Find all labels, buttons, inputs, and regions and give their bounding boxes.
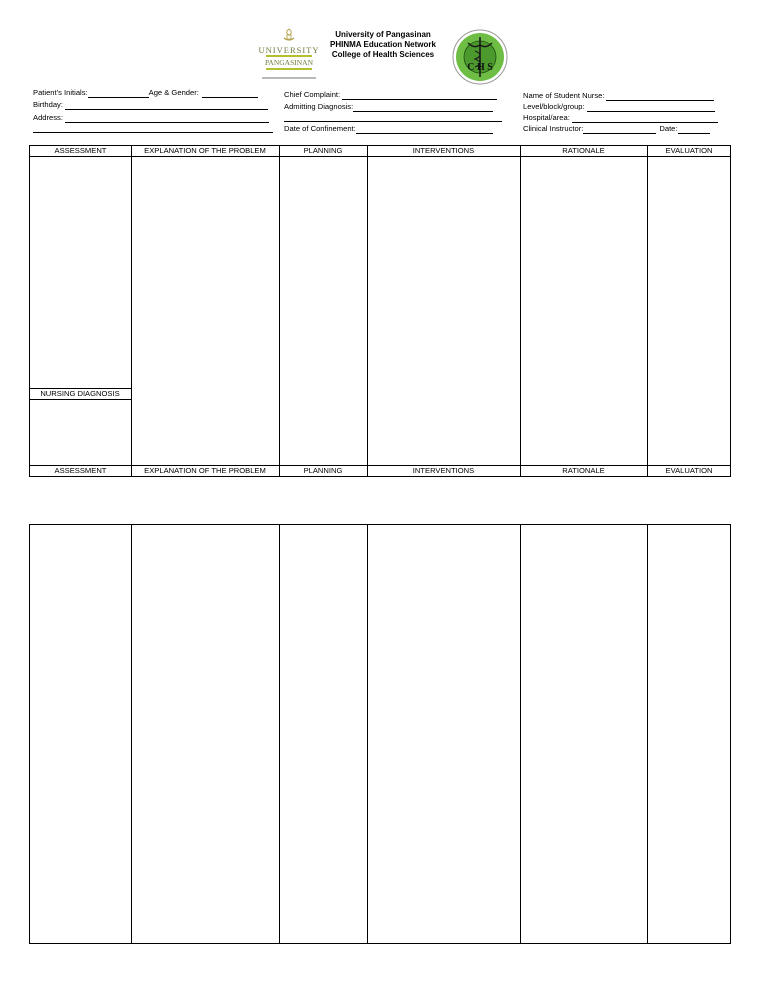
hospital-area-field[interactable] [523,112,718,123]
network-name: PHINMA Education Network [330,40,436,49]
birthday-field[interactable] [33,99,268,110]
logo-bar [266,55,312,57]
ncp-table-2 [29,524,731,944]
caduceus-seal-icon [452,29,508,85]
college-name: College of Health Sciences [331,50,435,59]
address-line-2[interactable] [33,131,273,133]
university-logo [256,28,322,84]
student-nurse-label: Name of Student Nurse: [523,91,605,100]
date-of-confinement-field[interactable] [284,123,493,134]
admitting-diagnosis-field[interactable] [284,101,493,112]
col-header-evaluation: EVALUATION [665,146,713,155]
student-nurse-field[interactable] [523,90,714,101]
col-footer-planning: PLANNING [303,466,343,475]
col-footer-rationale: RATIONALE [562,466,605,475]
col-footer-assessment: ASSESSMENT [54,466,107,475]
level-block-group-field[interactable] [523,101,715,112]
col-header-rationale: RATIONALE [562,146,605,155]
age-gender-label: Age & Gender: [148,88,199,97]
clinical-instructor-field[interactable] [523,123,710,134]
logo-bar [266,68,312,70]
logo-word-pangasinan: PANGASINAN [264,58,314,67]
col-footer-evaluation: EVALUATION [665,466,713,475]
seal-letters: C H S [467,62,493,73]
col-header-explanation: EXPLANATION OF THE PROBLEM [144,146,266,155]
admitting-diagnosis-line-2[interactable] [284,120,502,122]
chs-seal [452,29,508,85]
chief-complaint-field[interactable] [284,89,497,100]
birthday-label: Birthday: [33,100,63,109]
ncp-table-1 [29,145,731,477]
clinical-instructor-label: Clinical Instructor: [523,124,584,133]
logo-word-university: UNIVERSITY [258,45,320,55]
logo-tagline [262,77,316,79]
address-label: Address: [33,113,63,122]
address-field[interactable] [33,112,269,123]
level-block-group-label: Level/block/group: [523,102,585,111]
university-name: University of Pangasinan [335,30,431,39]
patient-initials-field[interactable] [33,87,258,98]
col-header-planning: PLANNING [303,146,343,155]
hospital-area-label: Hospital/area: [523,113,570,122]
col-footer-interventions: INTERVENTIONS [412,466,475,475]
nursing-diagnosis-label: NURSING DIAGNOSIS [29,388,132,400]
date-label: Date: [659,124,678,133]
header-title [318,30,448,60]
col-header-interventions: INTERVENTIONS [412,146,475,155]
date-of-confinement-label: Date of Confinement: [284,124,356,133]
admitting-diagnosis-label: Admitting Diagnosis: [284,102,354,111]
patient-initials-label: Patient's Initials: [33,88,88,97]
chief-complaint-label: Chief Complaint: [284,90,341,99]
col-header-assessment: ASSESSMENT [54,146,107,155]
lamp-crest-icon [282,28,296,44]
col-footer-explanation: EXPLANATION OF THE PROBLEM [144,466,266,475]
